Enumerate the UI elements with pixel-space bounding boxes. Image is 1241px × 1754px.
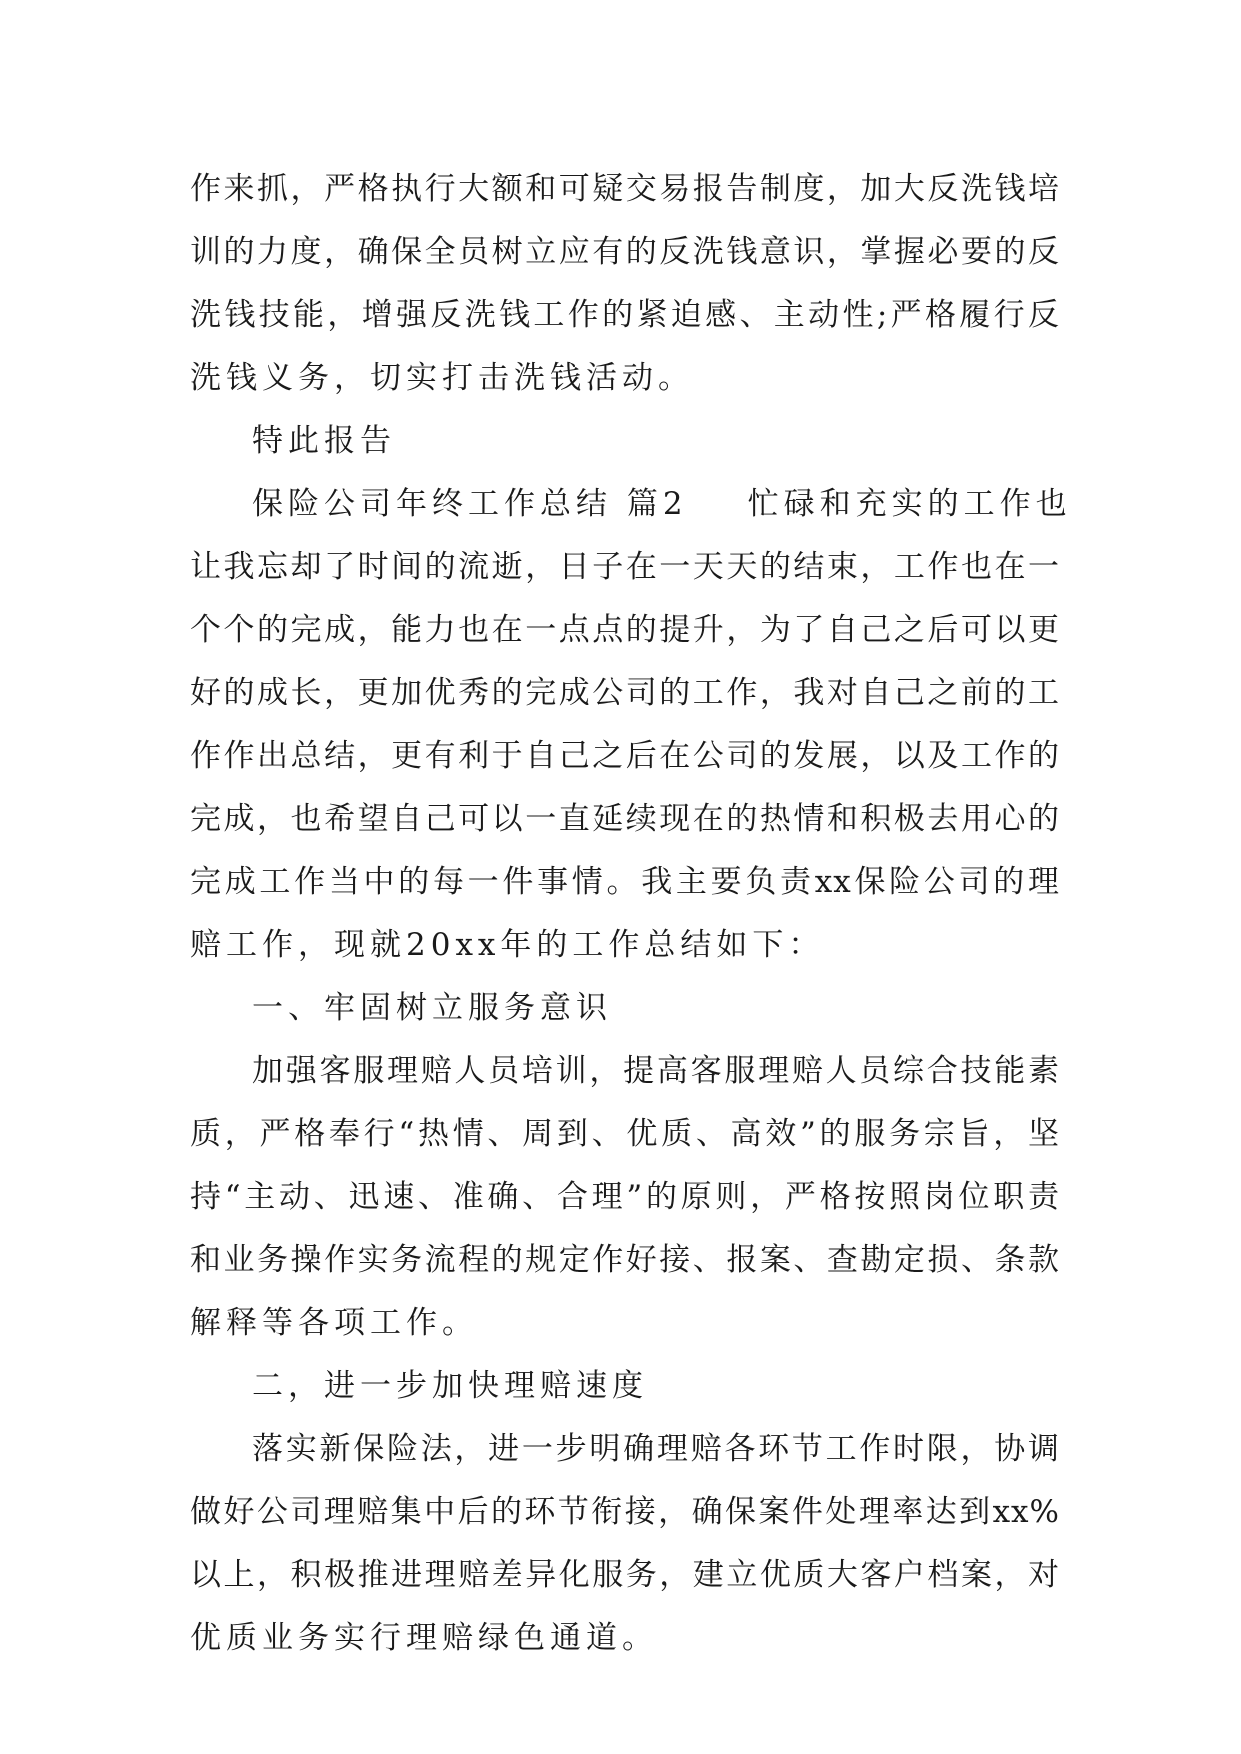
text-line: 个个的完成，能力也在一点点的提升，为了自己之后可以更 [190,612,1060,648]
text-line: 训的力度，确保全员树立应有的反洗钱意识，掌握必要的反 [190,234,1060,270]
text-line: 忙碌和充实的工作也 [747,486,1072,522]
text-line: 以上，积极推进理赔差异化服务，建立优质大客户档案，对 [190,1557,1060,1593]
text-line: 做好公司理赔集中后的环节衔接，确保案件处理率达到xx% [190,1494,1060,1530]
text-line: 加强客服理赔人员培训，提高客服理赔人员综合技能素 [252,1053,1060,1089]
closing-text: 特此报告 [252,423,396,459]
text-line: 洗钱技能，增强反洗钱工作的紧迫感、主动性;严格履行反 [190,297,1060,333]
text-line: 落实新保险法，进一步明确理赔各环节工作时限，协调 [252,1431,1060,1467]
text-line: 好的成长，更加优秀的完成公司的工作，我对自己之前的工 [190,675,1060,711]
section-heading-1: 一、牢固树立服务意识 [252,990,612,1026]
section-heading-2: 二，进一步加快理赔速度 [252,1368,648,1404]
text-line: 完成，也希望自己可以一直延续现在的热情和积极去用心的 [190,801,1060,837]
text-line: 作来抓，严格执行大额和可疑交易报告制度，加大反洗钱培 [190,171,1060,207]
text-line: 让我忘却了时间的流逝，日子在一天天的结束，工作也在一 [190,549,1060,585]
text-line: 解释等各项工作。 [190,1305,478,1341]
section-title: 保险公司年终工作总结 篇2 [252,486,688,522]
text-line: 和业务操作实务流程的规定作好接、报案、查勘定损、条款 [190,1242,1060,1278]
section-title-line [190,473,1072,536]
text-line: 赔工作，现就20xx年的工作总结如下： [190,927,825,963]
text-line: 质，严格奉行“热情、周到、优质、高效”的服务宗旨，坚 [190,1116,1060,1152]
text-line: 作作出总结，更有利于自己之后在公司的发展，以及工作的 [190,738,1060,774]
text-line: 洗钱义务，切实打击洗钱活动。 [190,360,694,396]
document-body [190,158,1072,1670]
text-line: 持“主动、迅速、准确、合理”的原则，严格按照岗位职责 [190,1179,1060,1215]
text-line: 优质业务实行理赔绿色通道。 [190,1620,658,1656]
text-line: 完成工作当中的每一件事情。我主要负责xx保险公司的理 [190,864,1060,900]
